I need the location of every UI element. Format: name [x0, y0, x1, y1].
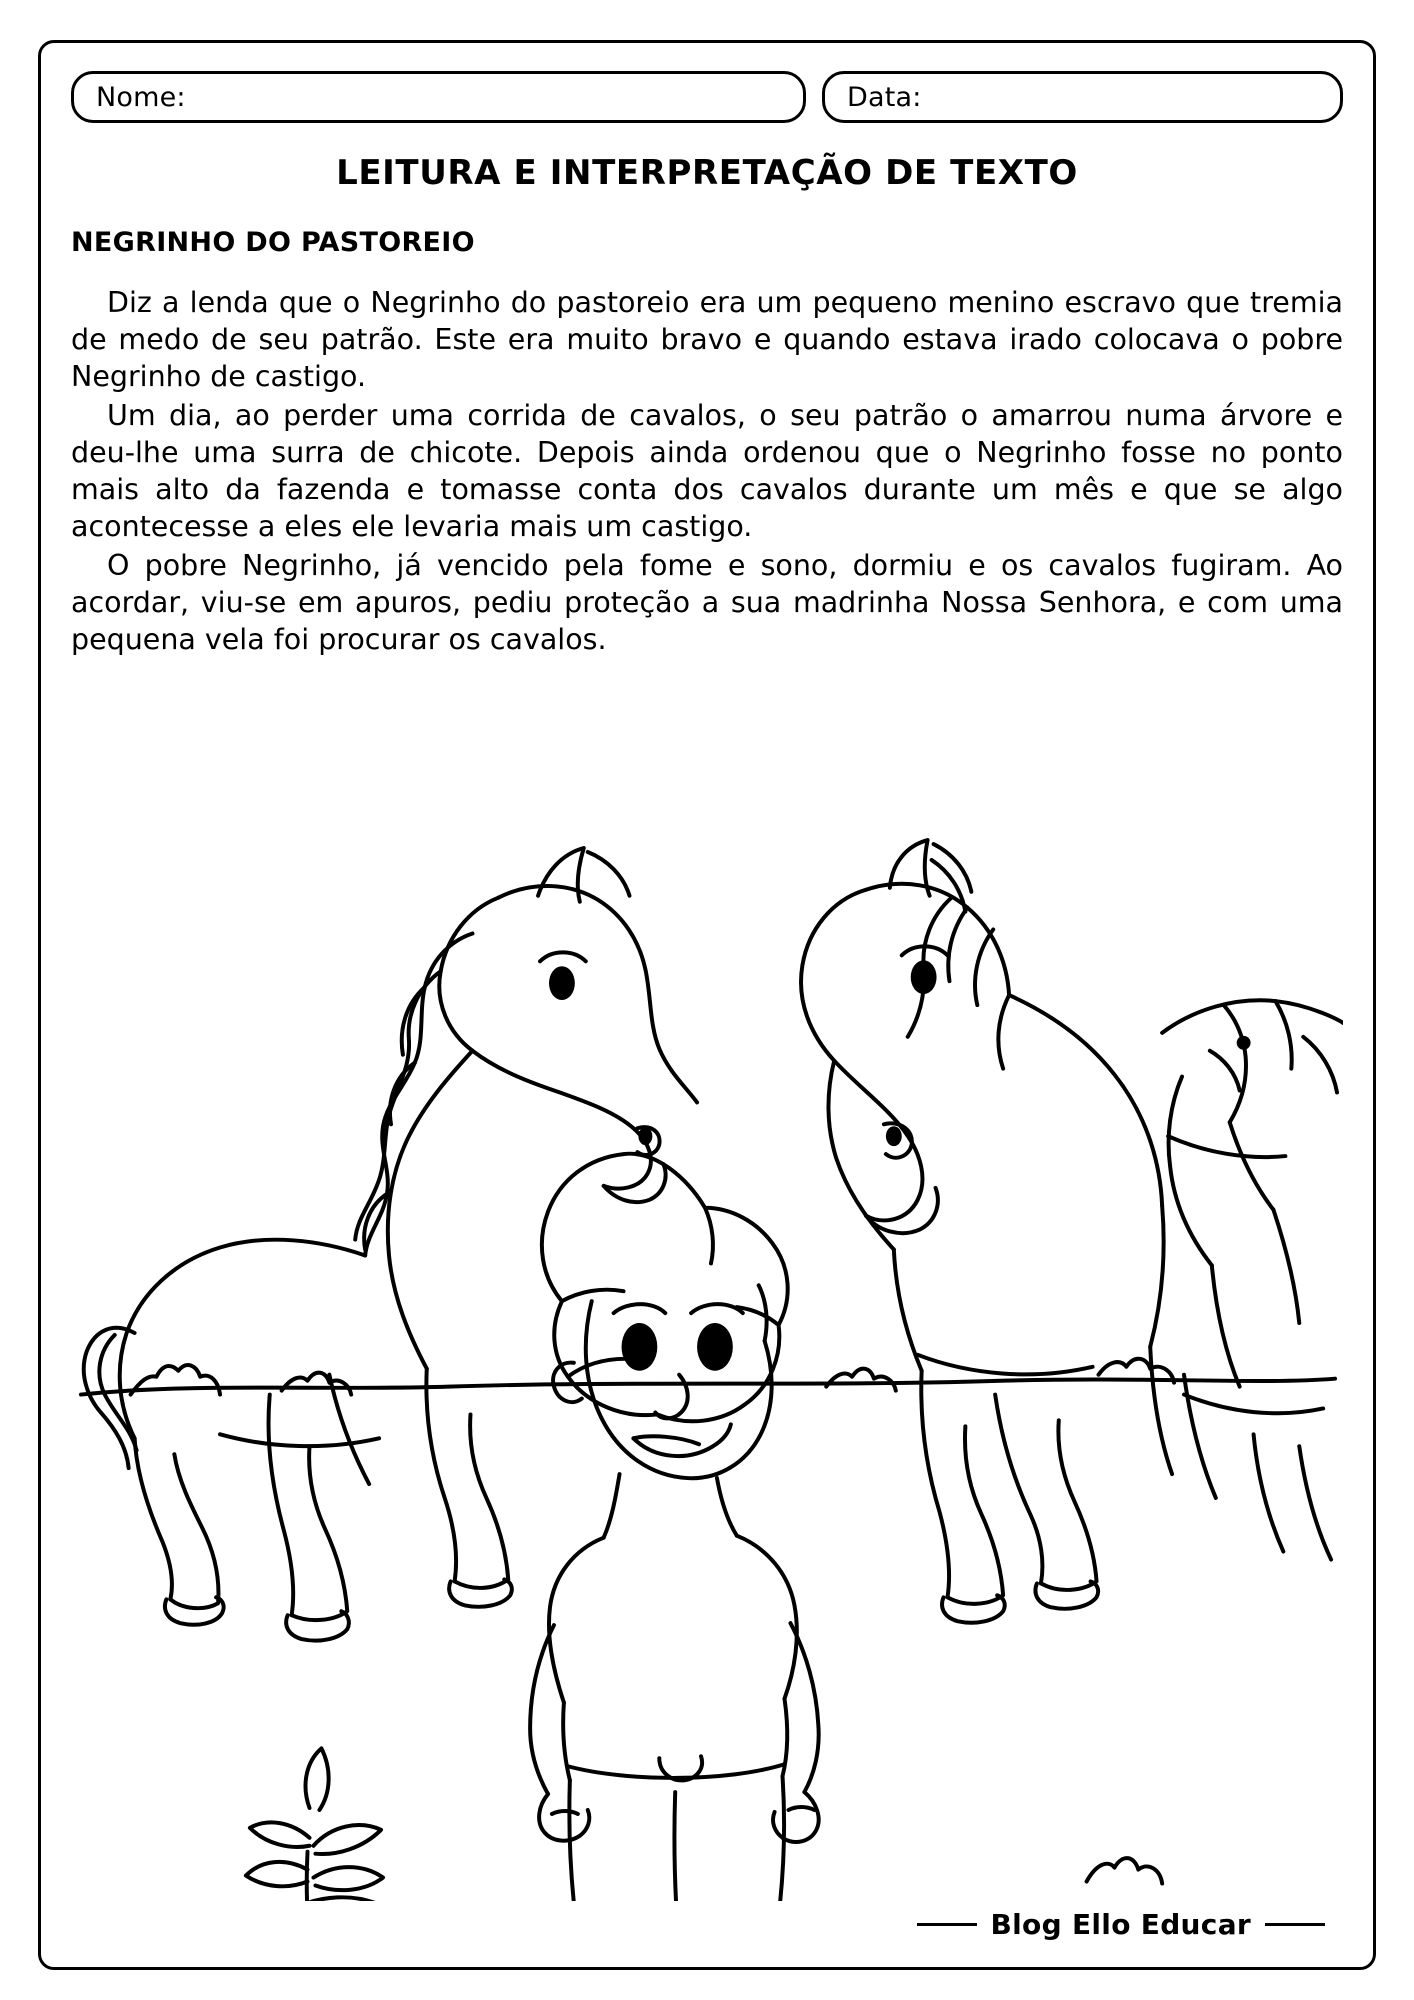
name-field-label: Nome:	[96, 81, 186, 113]
horse-left	[84, 848, 697, 1641]
horse-center	[801, 841, 1216, 1624]
boy	[530, 1154, 820, 1901]
date-field[interactable]	[822, 71, 1343, 123]
worksheet-sheet	[38, 40, 1376, 1970]
paragraph: O pobre Negrinho, já vencido pela fome e sono, dormiu e os cavalos fugiram. Ao acordar, viu-se em apuros, pediu proteção a sua madrinha Nossa Senhora, e com uma pequena vela foi procurar os cavalos.	[71, 549, 1343, 657]
paragraph: Um dia, ao perder uma corrida de cavalos, o seu patrão o amarrou numa árvore e deu-lhe uma surra de chicote. Depois ainda ordenou que o Negrinho fosse no ponto mais alto da fazenda e tomasse conta dos cavalos durante um mês e que se algo acontecesse a eles ele levaria mais um castigo.	[71, 399, 1343, 544]
page-title: LEITURA E INTERPRETAÇÃO DE TEXTO	[336, 153, 1078, 193]
date-field-label: Data:	[847, 81, 922, 113]
section-title: NEGRINHO DO PASTOREIO	[71, 227, 475, 258]
illustration	[71, 670, 1343, 1901]
name-field[interactable]	[71, 71, 806, 123]
negrinho-do-pastoreio-illustration-svg	[71, 670, 1343, 1901]
header-fields	[71, 71, 1343, 123]
rocks	[238, 1898, 614, 1901]
footer	[71, 1901, 1343, 1953]
footer-divider	[1265, 1923, 1325, 1926]
footer-credit: Blog Ello Educar	[990, 1907, 1251, 1941]
paragraph: Diz a lenda que o Negrinho do pastoreio era um pequeno menino escravo que tremia de medo de seu patrão. Este era muito bravo e quando estava irado colocava o pobre Negrinho de castigo.	[71, 286, 1343, 394]
footer-divider	[917, 1923, 977, 1926]
horse-right-partial	[1162, 1001, 1343, 1560]
plant	[246, 1749, 383, 1901]
reading-text	[71, 284, 1343, 658]
